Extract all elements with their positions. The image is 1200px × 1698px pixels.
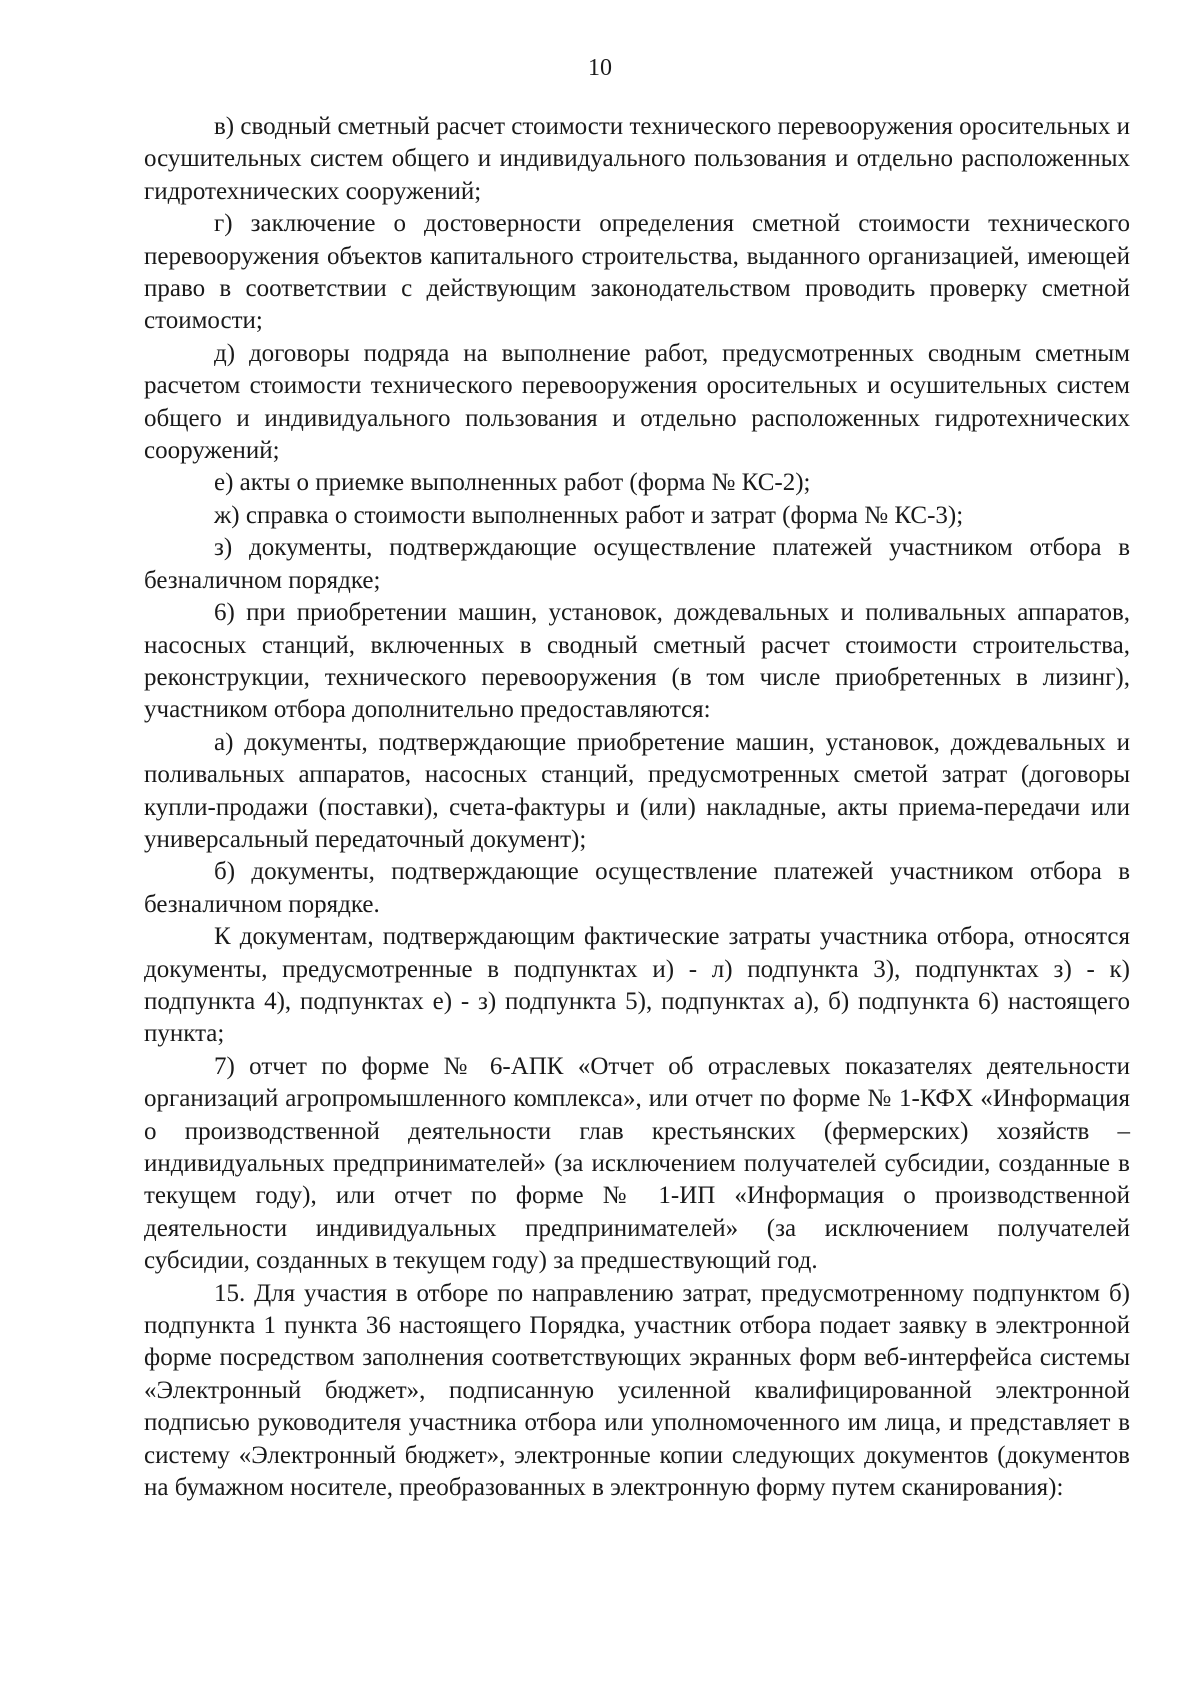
document-body — [144, 111, 1130, 1504]
paragraph-d-contracts: д) договоры подряда на выполнение работ, предусмотренных сводным сметным расчетом стоимости технического перевооружения оросительных и осушительных систем общего и индивидуального пользования и отдельно расположенных гидротехнических сооружений; — [144, 339, 1130, 465]
paragraph-z-payment-documents: з) документы, подтверждающие осуществление платежей участником отбора в безналичном порядке; — [144, 534, 1130, 594]
paragraph-a-acquisition-documents: а) документы, подтверждающие приобретение машин, установок, дождевальных и поливальных аппаратов, насосных станций, предусмотренных сметой затрат (договоры купли-продажи (поставки), счета-фактуры и (или) накладные, акты приема-передачи или универсальный передаточный документ); — [144, 728, 1130, 853]
paragraph-g-estimate-conclusion: г) заключение о достоверности определения сметной стоимости технического перевооружения объектов капитального строительства, выданного организацией, имеющей право в соответствии с действующим законодательством проводить проверку сметной стоимости; — [144, 210, 1130, 335]
paragraph-7-report-forms: 7) отчет по форме № 6-АПК «Отчет об отраслевых показателях деятельности организаций агропромышленного комплекса», или отчет по форме № 1-КФХ «Информация о производственной деятельности глав крестьянских (фермерских) хозяйств – индивидуальных предпринимателей» (за исключением получателей субсидии, созданные в текущем году), или отчет по форме № 1-ИП «Информация о производственной деятельности индивидуальных предпринимателей» (за исключением получателей субсидии, созданных в текущем году) за предшествующий год. — [144, 1052, 1130, 1275]
paragraph-actual-costs-documents: К документам, подтверждающим фактические затраты участника отбора, относятся документы, предусмотренные в подпунктах и) - л) подпункта 3), подпунктах з) - к) подпункта 4), подпунктах е) - з) подпункта 5), подпунктах а), б) подпункта 6) настоящего пункта; — [144, 923, 1130, 1048]
paragraph-v-consolidated-estimate: в) сводный сметный расчет стоимости технического перевооружения оросительных и осушительных систем общего и индивидуального пользования и отдельно расположенных гидротехнических сооружений; — [144, 113, 1130, 205]
paragraph-zh-cost-certificate: ж) справка о стоимости выполненных работ и затрат (форма № КС-3); — [214, 501, 964, 529]
paragraph-b-payment-documents: б) документы, подтверждающие осуществление платежей участником отбора в безналичном порядке. — [144, 858, 1130, 918]
page-number: 10 — [588, 55, 612, 81]
paragraph-e-acceptance-acts: е) акты о приемке выполненных работ (форма № КС-2); — [214, 469, 811, 497]
paragraph-6-machinery-acquisition: 6) при приобретении машин, установок, дождевальных и поливальных аппаратов, насосных станций, включенных в сводный сметный расчет стоимости строительства, реконструкции, технического перевооружения (в том числе приобретенных в лизинг), участником отбора дополнительно предоставляются: — [144, 599, 1130, 724]
paragraph-15-application: 15. Для участия в отборе по направлению затрат, предусмотренному подпунктом б) подпункта 1 пункта 36 настоящего Порядка, участник отбора подает заявку в электронной форме посредством заполнения соответствующих экранных форм веб-интерфейса системы «Электронный бюджет», подписанную усиленной квалифицированной электронной подписью руководителя участника отбора или уполномоченного им лица, и представляет в систему «Электронный бюджет», электронные копии следующих документов (документов на бумажном носителе, преобразованных в электронную форму путем сканирования): — [144, 1279, 1130, 1502]
